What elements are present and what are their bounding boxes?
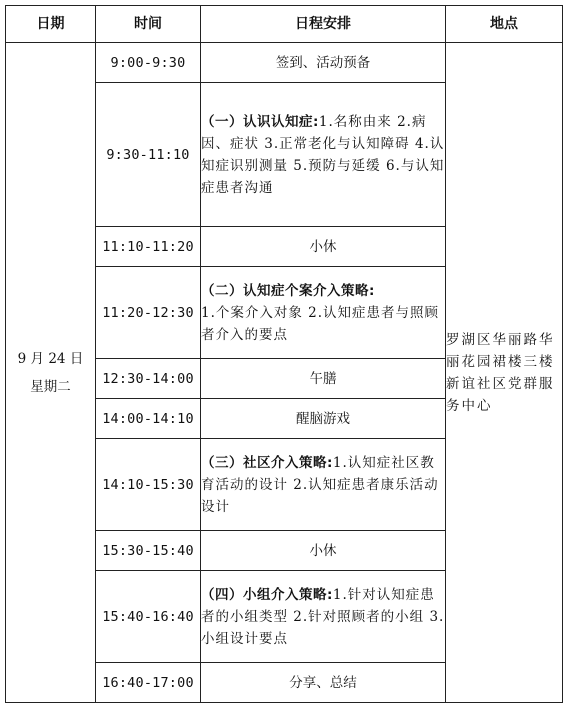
schedule-cell <box>201 83 446 227</box>
section-title: （一）认识认知症: <box>201 113 319 130</box>
section-content: 1.认知症社区教育活动的设计 2.认知症患者康乐活动设计 <box>201 454 439 515</box>
time-cell: 16:40-17:00 <box>96 663 201 703</box>
date-value: 9 月 24 日 <box>17 350 84 367</box>
section-content: 1.针对认知症患者的小组类型 2.针对照顾者的小组 3.小组设计要点 <box>201 586 445 647</box>
time-cell: 11:10-11:20 <box>96 227 201 267</box>
schedule-cell: 小休 <box>201 531 446 571</box>
schedule-cell <box>201 439 446 531</box>
time-cell: 9:30-11:10 <box>96 83 201 227</box>
time-cell: 14:10-15:30 <box>96 439 201 531</box>
time-cell: 12:30-14:00 <box>96 359 201 399</box>
header-time: 时间 <box>96 6 201 43</box>
section-title: （四）小组介入策略: <box>201 586 333 603</box>
section-title: （三）社区介入策略: <box>201 454 333 471</box>
schedule-cell: 分享、总结 <box>201 663 446 703</box>
time-cell: 9:00-9:30 <box>96 43 201 83</box>
time-cell: 15:40-16:40 <box>96 571 201 663</box>
section-content: 1.名称由来 2.病因、症状 3.正常老化与认知障碍 4.认知症识别测量 5.预防与延缓 6.与认知症患者沟通 <box>201 113 445 196</box>
schedule-cell: 醒脑游戏 <box>201 399 446 439</box>
header-location: 地点 <box>446 6 563 43</box>
time-cell: 14:00-14:10 <box>96 399 201 439</box>
time-cell: 11:20-12:30 <box>96 267 201 359</box>
weekday-value: 星期二 <box>30 378 71 395</box>
time-cell: 15:30-15:40 <box>96 531 201 571</box>
schedule-cell: 午膳 <box>201 359 446 399</box>
header-schedule: 日程安排 <box>201 6 446 43</box>
location-cell: 罗湖区华丽路华丽花园裙楼三楼新谊社区党群服务中心 <box>446 43 563 703</box>
section-title: （二）认知症个案介入策略: <box>201 282 375 299</box>
table-row <box>6 43 563 83</box>
date-cell <box>6 43 96 703</box>
schedule-cell <box>201 571 446 663</box>
schedule-table <box>5 5 563 703</box>
schedule-cell: 小休 <box>201 227 446 267</box>
header-date: 日期 <box>6 6 96 43</box>
schedule-cell: 签到、活动预备 <box>201 43 446 83</box>
header-row <box>6 6 563 43</box>
schedule-cell <box>201 267 446 359</box>
section-content: 1.个案介入对象 2.认知症患者与照顾者介入的要点 <box>201 304 440 343</box>
